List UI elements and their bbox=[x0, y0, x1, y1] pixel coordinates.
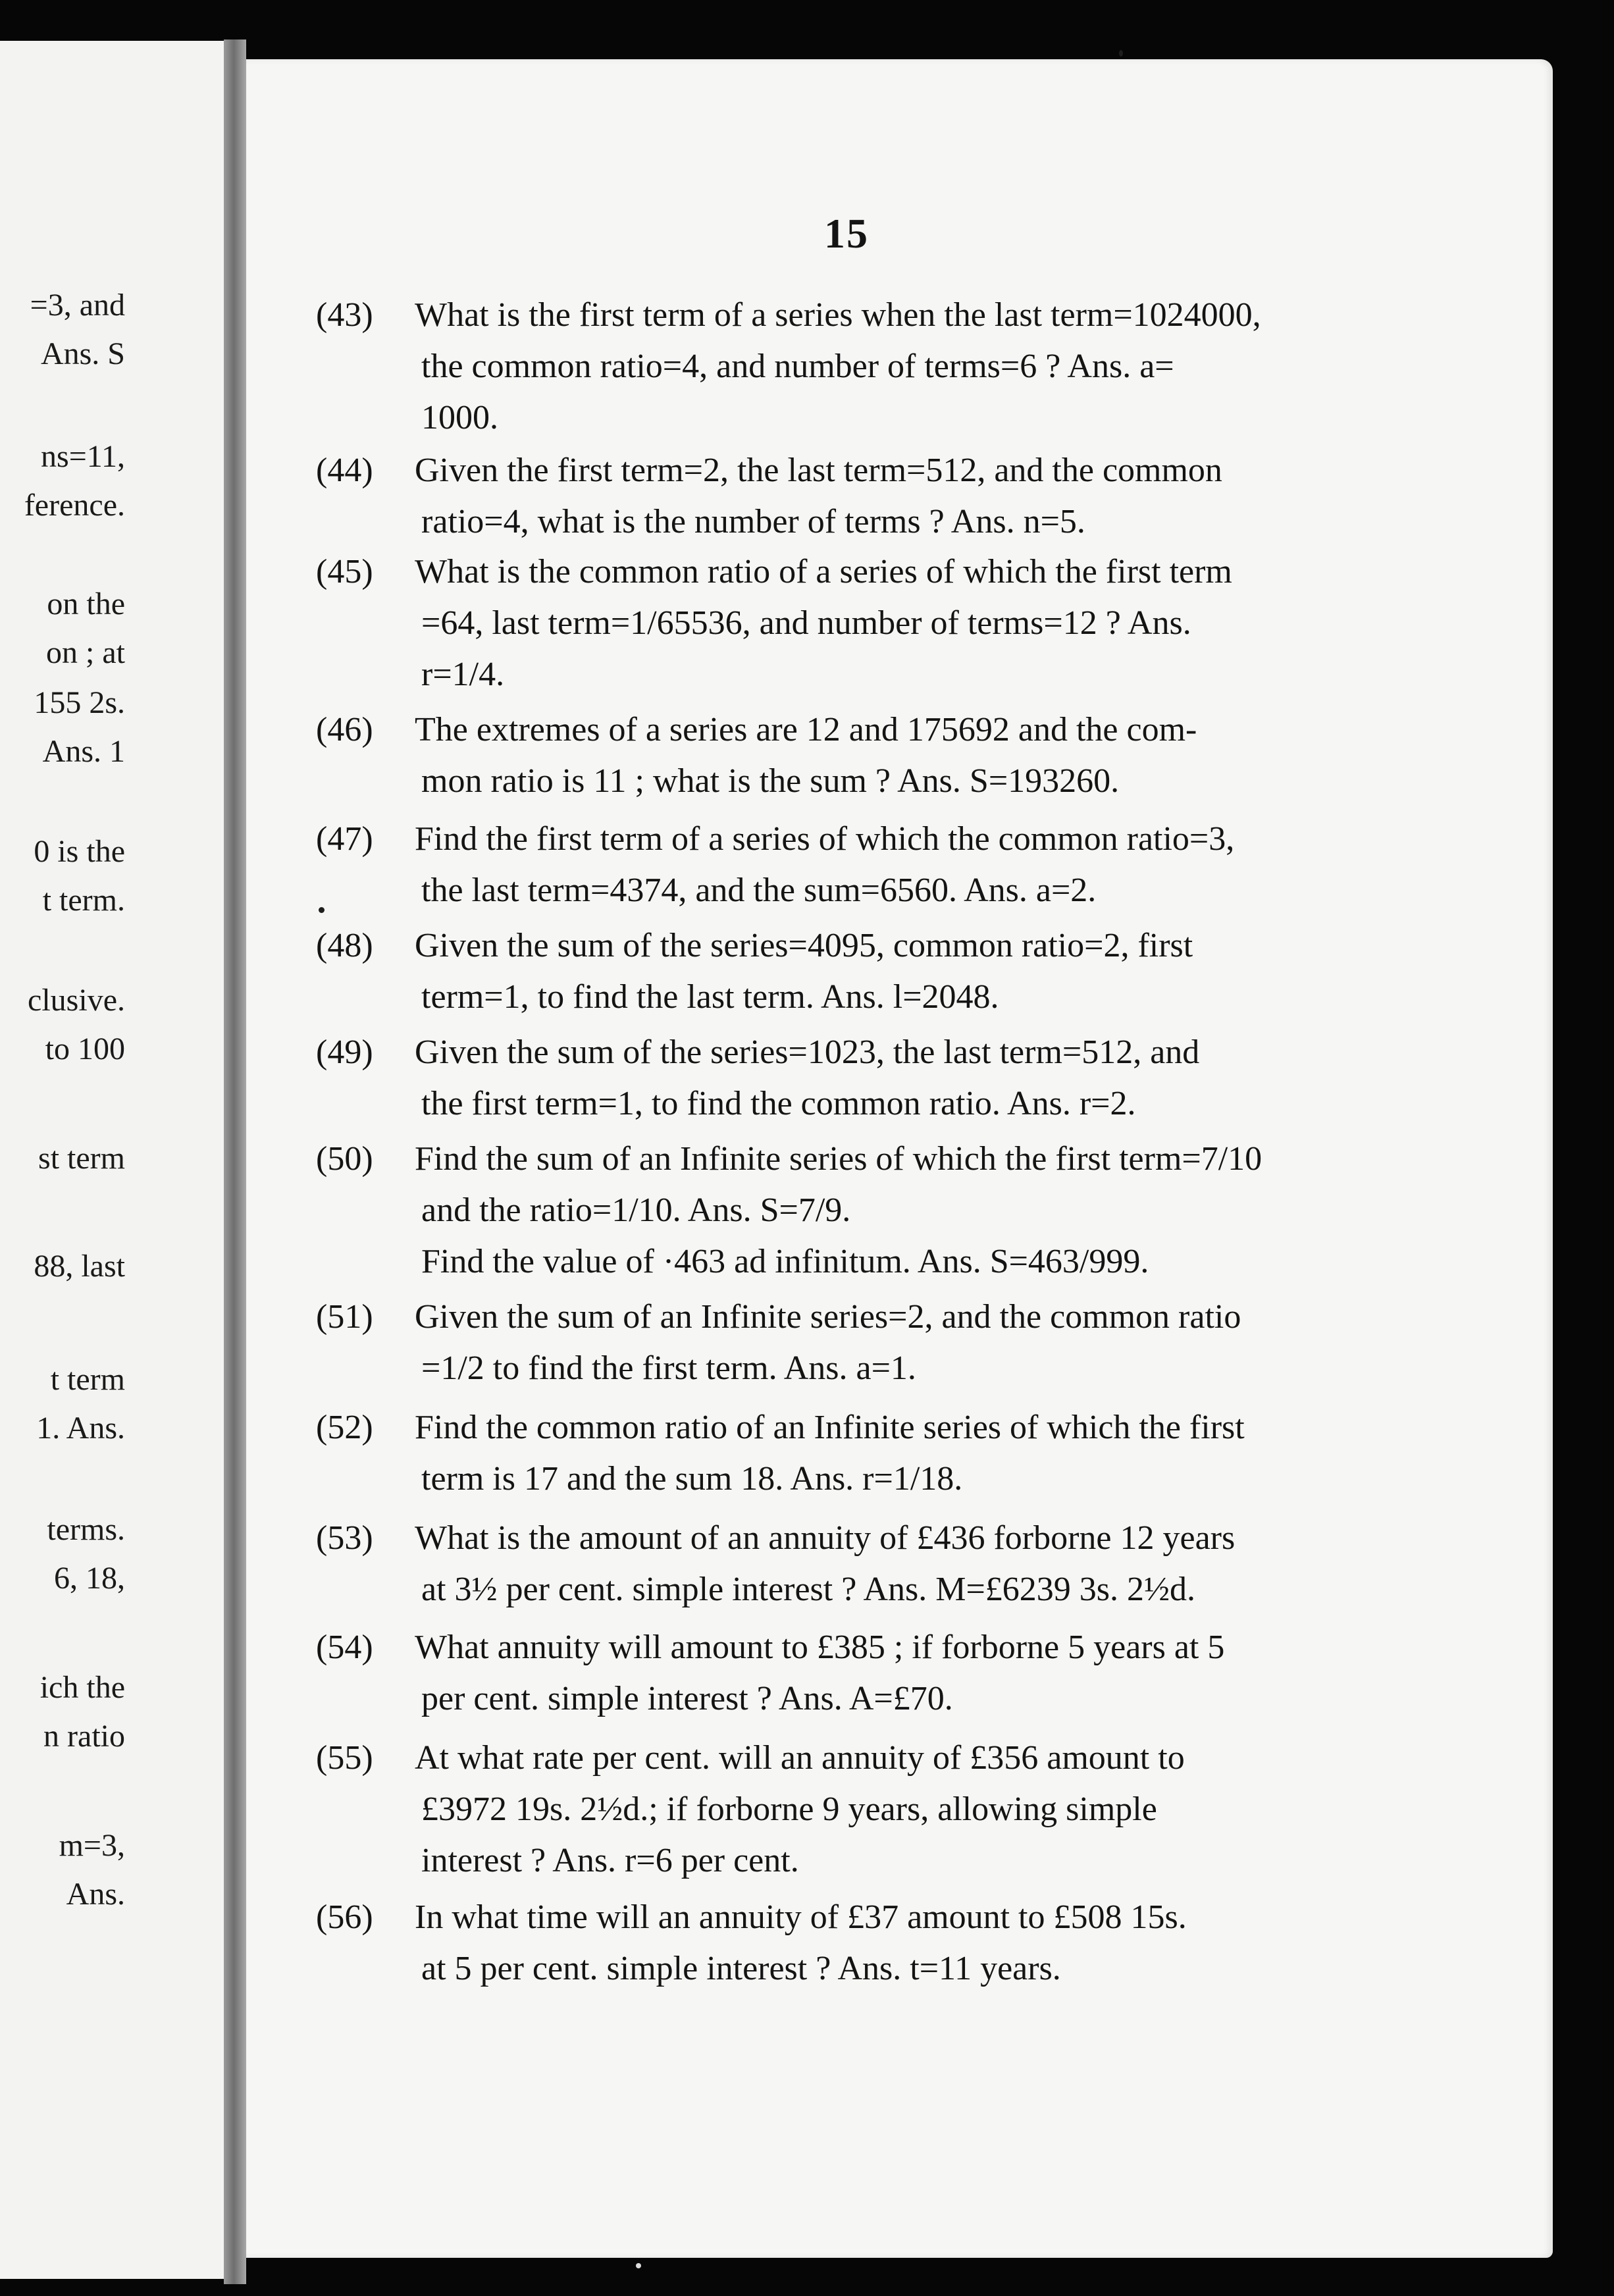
problem-53 bbox=[316, 1513, 1369, 1615]
problem-line: term=1, to find the last term. Ans. l=2048. bbox=[421, 978, 999, 1016]
problem-line: term is 17 and the sum 18. Ans. r=1/18. bbox=[421, 1460, 963, 1498]
problem-line: mon ratio is 11 ; what is the sum ? Ans. S=193260. bbox=[421, 762, 1120, 800]
problem-46 bbox=[316, 704, 1369, 807]
problem-text bbox=[415, 546, 1369, 700]
problem-line: At what rate per cent. will an annuity of £356 amount to bbox=[415, 1739, 1185, 1777]
left-fragment-line: n ratio bbox=[43, 1719, 125, 1754]
left-fragment-line: 0 is the bbox=[34, 834, 125, 869]
problem-text bbox=[415, 1027, 1369, 1130]
left-fragment-line: 88, last bbox=[34, 1249, 125, 1284]
left-fragment-line: clusive. bbox=[28, 983, 125, 1018]
problem-line: the common ratio=4, and number of terms=6 ? Ans. a= bbox=[421, 348, 1174, 385]
problem-line: at 5 per cent. simple interest ? Ans. t=11 years. bbox=[421, 1950, 1061, 1987]
problem-line: What is the amount of an annuity of £436 forborne 12 years bbox=[415, 1519, 1236, 1557]
problem-number: (56) bbox=[316, 1898, 373, 1936]
problem-line: interest ? Ans. r=6 per cent. bbox=[421, 1842, 799, 1879]
left-fragment-line: ns=11, bbox=[41, 439, 125, 474]
problem-text bbox=[415, 1513, 1369, 1615]
problem-line: What is the first term of a series when the last term=1024000, bbox=[415, 296, 1261, 334]
left-fragment-line: on ; at bbox=[46, 635, 125, 670]
problem-45 bbox=[316, 546, 1369, 700]
problem-text bbox=[415, 920, 1369, 1023]
left-fragment-line: ich the bbox=[39, 1670, 125, 1705]
problem-54 bbox=[316, 1622, 1369, 1725]
page-number: 15 bbox=[824, 210, 869, 257]
problem-line: at 3½ per cent. simple interest ? Ans. M=£6239 3s. 2½d. bbox=[421, 1571, 1196, 1608]
problem-number: (52) bbox=[316, 1409, 373, 1446]
problem-56 bbox=[316, 1892, 1369, 1995]
scan-speck bbox=[319, 907, 325, 913]
problem-line: Given the sum of an Infinite series=2, and the common ratio bbox=[415, 1298, 1241, 1336]
left-fragment-line: Ans. bbox=[66, 1877, 125, 1912]
problem-text bbox=[415, 704, 1369, 807]
problem-line: and the ratio=1/10. Ans. S=7/9. bbox=[421, 1191, 851, 1229]
problem-line: per cent. simple interest ? Ans. A=£70. bbox=[421, 1680, 953, 1717]
left-fragment-line: st term bbox=[38, 1141, 125, 1176]
problem-text bbox=[415, 814, 1369, 916]
problem-number: (45) bbox=[316, 553, 373, 590]
problem-number: (44) bbox=[316, 452, 373, 489]
problem-line: What is the common ratio of a series of which the first term bbox=[415, 553, 1232, 590]
problem-line: ratio=4, what is the number of terms ? Ans. n=5. bbox=[421, 503, 1085, 540]
problem-48 bbox=[316, 920, 1369, 1023]
problem-line: The extremes of a series are 12 and 175692 and the com- bbox=[415, 711, 1197, 748]
problem-line: r=1/4. bbox=[421, 656, 505, 693]
left-fragment-line: terms. bbox=[47, 1512, 125, 1547]
problem-47 bbox=[316, 814, 1369, 916]
left-fragment-line: t term bbox=[50, 1362, 125, 1397]
problem-number: (46) bbox=[316, 711, 373, 748]
problem-line: Find the common ratio of an Infinite series of which the first bbox=[415, 1409, 1245, 1446]
left-fragment-line: m=3, bbox=[59, 1828, 125, 1863]
problem-text bbox=[415, 445, 1369, 548]
left-fragment-line: 6, 18, bbox=[54, 1561, 125, 1596]
problem-52 bbox=[316, 1402, 1369, 1505]
problem-text bbox=[415, 1402, 1369, 1505]
left-fragment-line: Ans. 1 bbox=[42, 734, 125, 769]
book-gutter bbox=[224, 39, 246, 2284]
problem-line: Given the sum of the series=4095, common ratio=2, first bbox=[415, 927, 1193, 964]
problem-line: Given the sum of the series=1023, the last term=512, and bbox=[415, 1033, 1200, 1071]
left-fragment-line: t term. bbox=[42, 883, 125, 918]
problem-line: Find the sum of an Infinite series of which the first term=7/10 bbox=[415, 1140, 1263, 1178]
problem-text bbox=[415, 1733, 1369, 1887]
problem-number: (43) bbox=[316, 296, 373, 334]
problem-43 bbox=[316, 290, 1369, 444]
problem-line: 1000. bbox=[421, 399, 498, 436]
problem-text bbox=[415, 1622, 1369, 1725]
left-fragment-line: on the bbox=[47, 587, 125, 621]
problem-text bbox=[415, 1892, 1369, 1995]
problem-number: (55) bbox=[316, 1739, 373, 1777]
problem-49 bbox=[316, 1027, 1369, 1130]
left-fragment-line: Ans. S bbox=[40, 336, 125, 371]
problem-number: (48) bbox=[316, 927, 373, 964]
left-page-fragment bbox=[0, 41, 228, 2279]
left-fragment-line: =3, and bbox=[30, 288, 125, 323]
problem-line: =1/2 to find the first term. Ans. a=1. bbox=[421, 1349, 916, 1387]
problem-number: (53) bbox=[316, 1519, 373, 1557]
problem-line: £3972 19s. 2½d.; if forborne 9 years, allowing simple bbox=[421, 1790, 1157, 1828]
problem-50 bbox=[316, 1134, 1369, 1288]
problem-line: Find the first term of a series of which the common ratio=3, bbox=[415, 820, 1235, 858]
problem-line: Given the first term=2, the last term=512, and the common bbox=[415, 452, 1222, 489]
left-fragment-line: 1. Ans. bbox=[36, 1411, 125, 1446]
left-fragment-line: 155 2s. bbox=[34, 685, 125, 720]
problem-line: In what time will an annuity of £37 amount to £508 15s. bbox=[415, 1898, 1187, 1936]
left-fragment-line: ference. bbox=[24, 488, 125, 523]
left-fragment-line: to 100 bbox=[45, 1031, 125, 1066]
problem-line: the first term=1, to find the common ratio. Ans. r=2. bbox=[421, 1085, 1136, 1122]
problem-number: (51) bbox=[316, 1298, 373, 1336]
problem-line: the last term=4374, and the sum=6560. Ans. a=2. bbox=[421, 872, 1097, 909]
scan-speck bbox=[1119, 50, 1123, 57]
problem-text bbox=[415, 1134, 1369, 1288]
problem-51 bbox=[316, 1292, 1369, 1394]
problem-line: =64, last term=1/65536, and number of terms=12 ? Ans. bbox=[421, 604, 1191, 642]
problem-number: (54) bbox=[316, 1629, 373, 1666]
problem-44 bbox=[316, 445, 1369, 548]
problem-number: (47) bbox=[316, 820, 373, 858]
problem-text bbox=[415, 290, 1369, 444]
problem-number: (49) bbox=[316, 1033, 373, 1071]
problem-text bbox=[415, 1292, 1369, 1394]
scan-speck bbox=[636, 2263, 641, 2268]
problem-line: What annuity will amount to £385 ; if forborne 5 years at 5 bbox=[415, 1629, 1225, 1666]
problem-number: (50) bbox=[316, 1140, 373, 1178]
problem-line: Find the value of ·463 ad infinitum. Ans. S=463/999. bbox=[421, 1243, 1149, 1280]
problem-55 bbox=[316, 1733, 1369, 1887]
